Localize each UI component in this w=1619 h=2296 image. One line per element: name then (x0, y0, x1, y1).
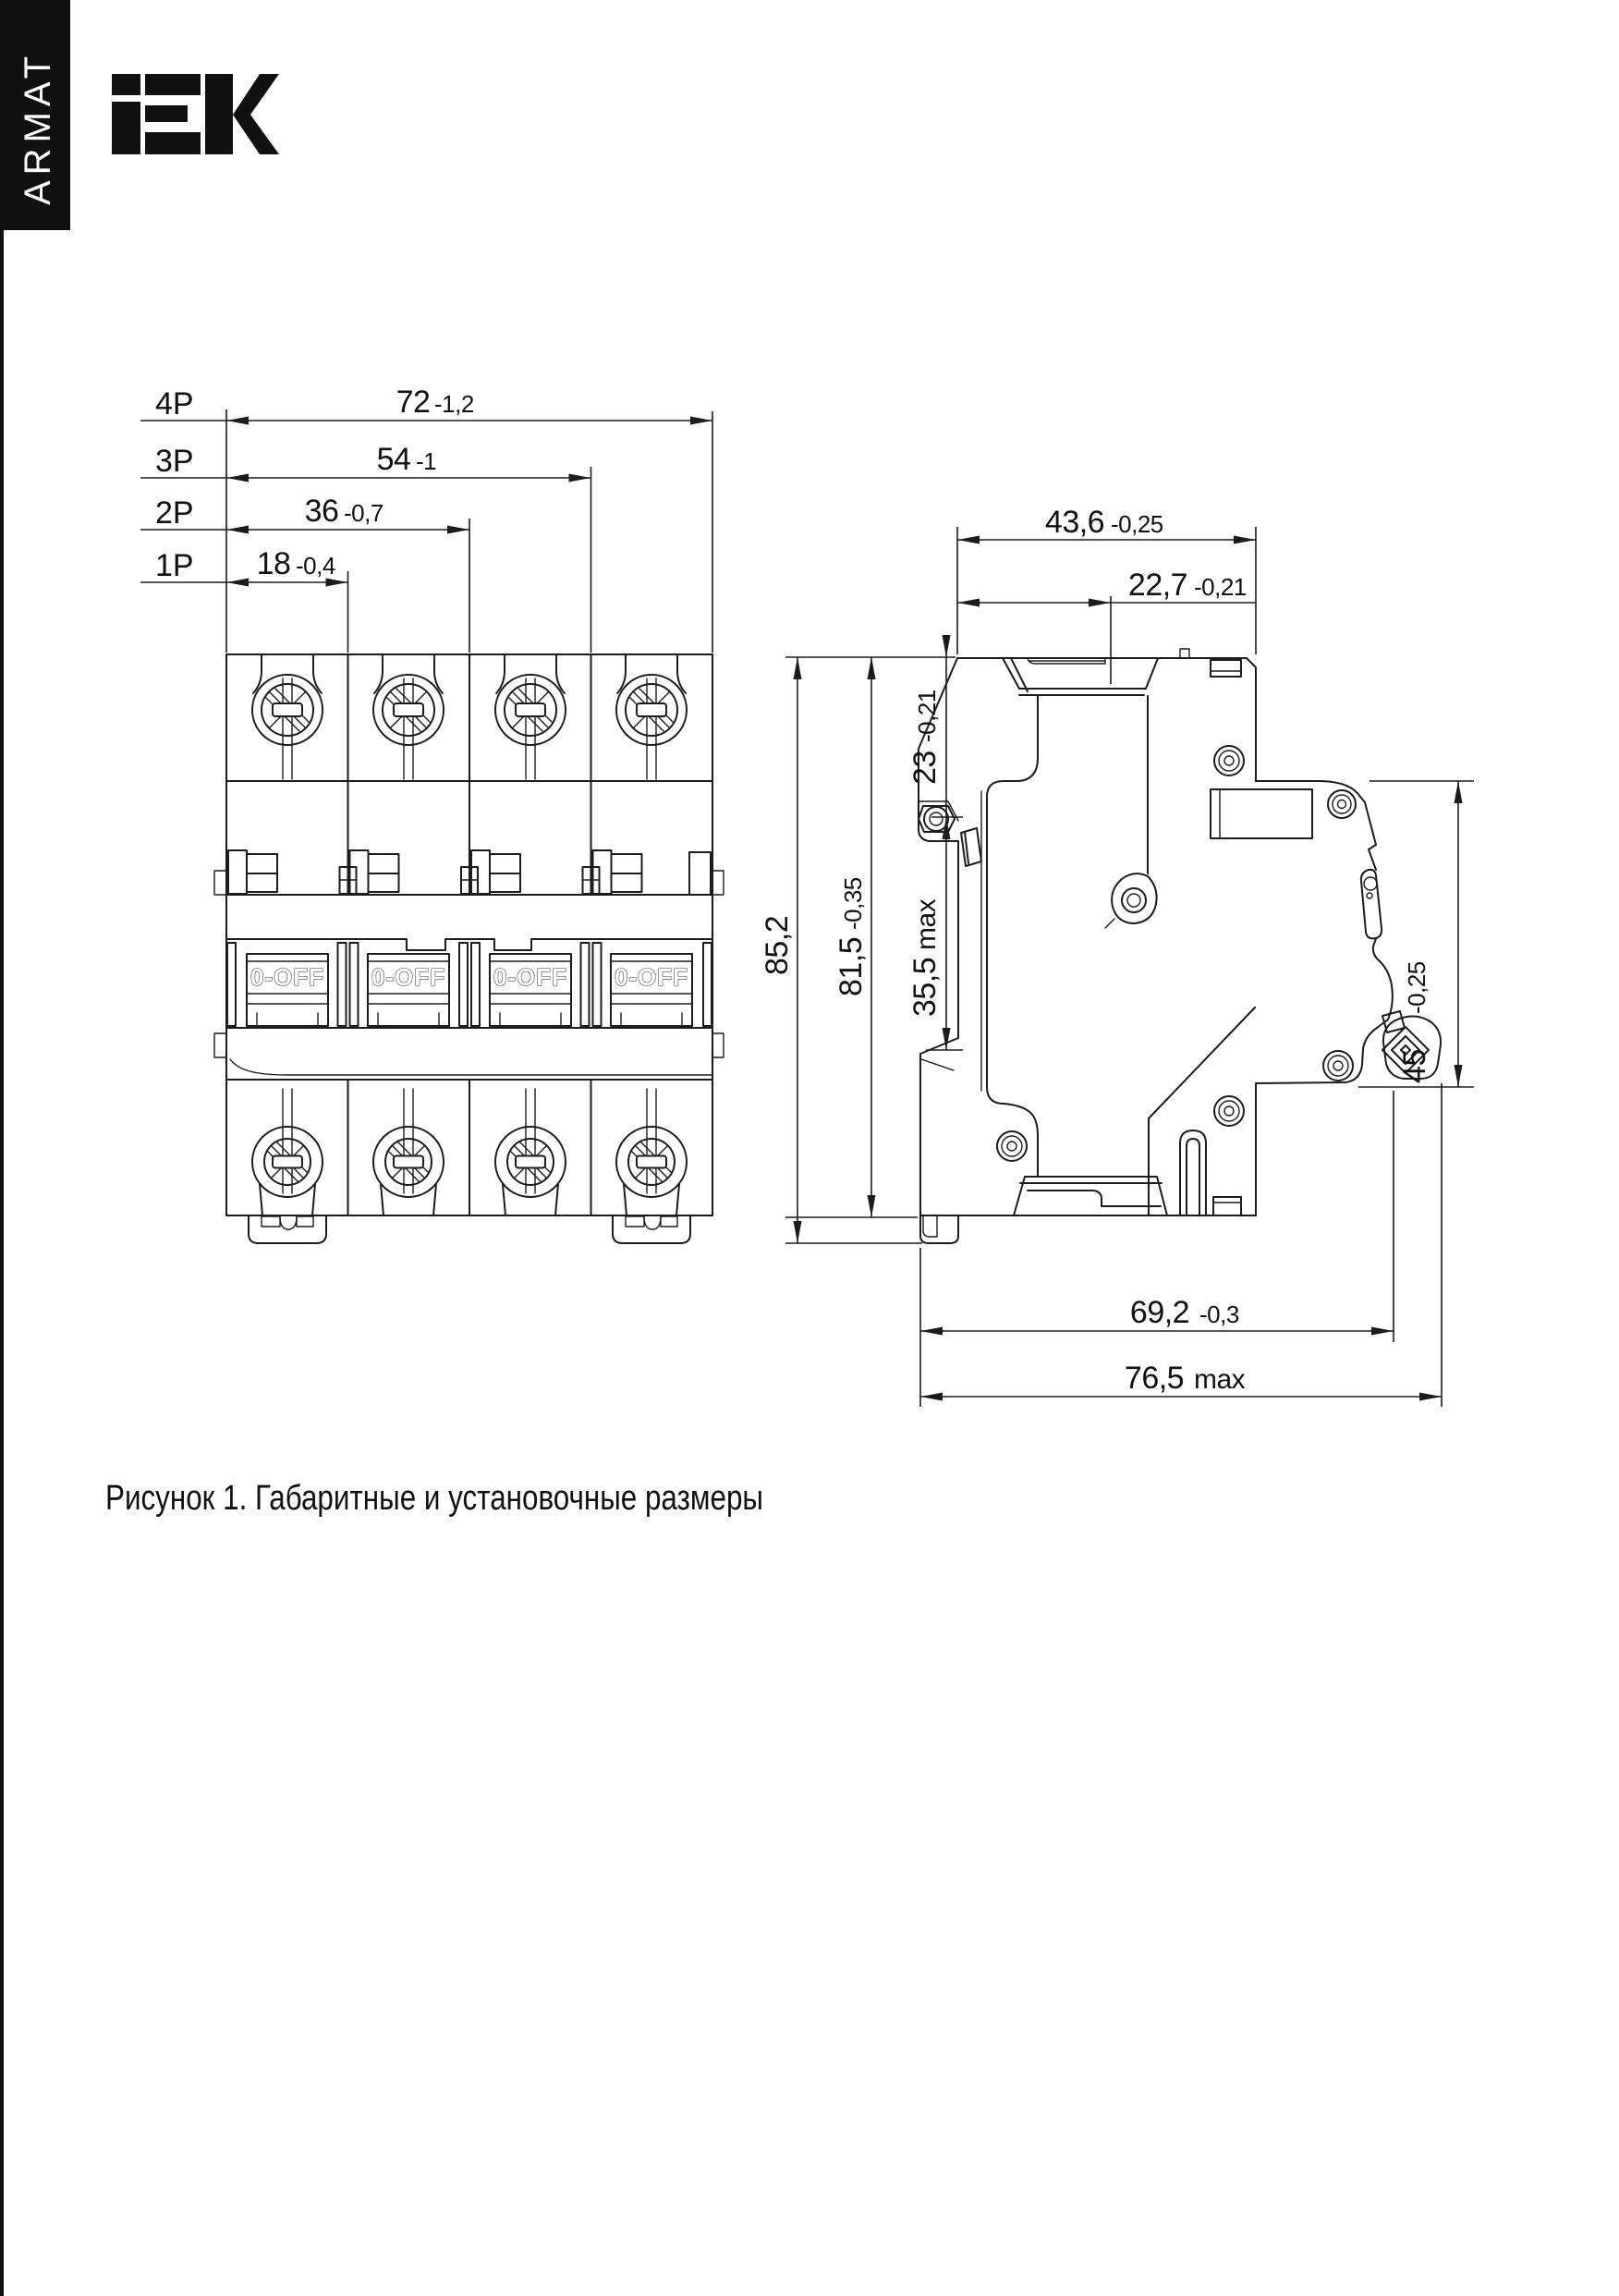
side-view (919, 649, 1441, 1243)
divider-clip (461, 867, 478, 894)
toggle-state-label: 0-OFF (250, 963, 325, 991)
dimension-value: 81,5 (834, 936, 869, 996)
toggle-state-label: 0-OFF (614, 963, 689, 991)
dimension-3p (140, 442, 591, 482)
terminal-screw-bottom (495, 1089, 566, 1215)
side-tab (712, 871, 724, 895)
dimension-value: 23 (907, 751, 943, 785)
dimension-tolerance: -0,21 (913, 690, 941, 742)
face-band-notched-edge (226, 939, 712, 950)
depth-dimensions (920, 1083, 1442, 1407)
terminal-clip (689, 852, 711, 895)
terminal-screw-bottom (373, 1089, 444, 1215)
side-face-panel (987, 696, 1038, 1177)
dimension-2p (140, 494, 469, 534)
dimension-body-height (834, 657, 876, 1217)
iek-logo (112, 74, 279, 154)
dimension-suffix: max (911, 898, 942, 950)
pole-label: 1P (155, 548, 194, 583)
din-upper-hook (1256, 781, 1376, 870)
dimension-1p (140, 546, 348, 587)
toggle-state-label: 0-OFF (493, 963, 568, 991)
dimension-width-step (957, 568, 1256, 607)
din-clip-foot (249, 1216, 326, 1243)
latch-spring-leg (1180, 1130, 1206, 1215)
terminal-clip (228, 850, 277, 894)
terminal-screw-bottom (616, 1089, 687, 1215)
center-boss (1112, 873, 1156, 923)
toggle-divider (459, 943, 480, 1026)
logo-i-dot (112, 74, 140, 95)
dimension-overall-height (760, 657, 802, 1243)
latch-pivot-tab (1361, 870, 1382, 938)
module-dividers (348, 654, 591, 1215)
side-tab (712, 1033, 724, 1057)
din-rail-slot (1211, 789, 1312, 838)
pole-label: 3P (155, 444, 194, 479)
dimension-top-to-screw (907, 635, 951, 1050)
logo-k-lower (233, 115, 279, 154)
bottom-terminal-slope (1014, 1177, 1167, 1215)
toggle-state-label: 0-OFF (371, 963, 446, 991)
terminal-screw-top (252, 654, 323, 779)
dimension-tolerance: -0,3 (1199, 1301, 1239, 1328)
dimension-tolerance: -1 (416, 447, 437, 475)
terminal-wedge (961, 828, 981, 866)
logo-k-upper (233, 74, 279, 115)
dimension-value: 69,2 (1129, 1295, 1190, 1330)
logo-e-bottom (145, 132, 201, 154)
dimension-value: 76,5 (1124, 1361, 1185, 1396)
brand-sidebar (0, 0, 70, 2296)
terminal-screw-bottom (252, 1089, 323, 1215)
dimension-value: 72 (396, 385, 431, 420)
logo-e-top (145, 74, 201, 95)
dimension-value: 36 (304, 494, 339, 529)
figure-caption: Рисунок 1. Габаритные и установочные размеры (105, 1479, 763, 1518)
pole-label: 2P (155, 495, 194, 531)
dimension-depth-max (920, 1361, 1442, 1401)
height-dimensions (760, 635, 1474, 1243)
page-edge-rule (0, 0, 4, 2296)
toggle-divider (338, 943, 359, 1026)
side-tab (214, 1033, 226, 1057)
dimension-depth (920, 1295, 1394, 1336)
logo-k-bar (205, 74, 233, 154)
dimension-tolerance: -0,25 (1111, 510, 1163, 538)
toggle-divider (581, 943, 602, 1026)
side-width-dimensions (957, 505, 1256, 684)
dimension-value: 45 (1397, 1049, 1432, 1083)
side-tab (214, 871, 226, 895)
dimension-value: 35,5 (907, 957, 943, 1017)
front-pole-dimensions (140, 385, 712, 653)
dimension-din-zone (1358, 781, 1474, 1087)
logo-i-bar (112, 102, 140, 154)
din-block-bottom (1256, 1028, 1377, 1215)
logo-e-mid (145, 105, 188, 122)
dimension-tolerance: -0,25 (1403, 961, 1430, 1014)
side-din-foot (920, 1214, 958, 1243)
dimension-width-top (957, 505, 1256, 544)
divider-clip (583, 867, 600, 894)
divider-clip (340, 867, 357, 894)
pole-label: 4P (155, 386, 194, 421)
terminal-screw-top (616, 654, 687, 779)
dimension-tolerance: -0,21 (1194, 573, 1247, 601)
dimension-tolerance: -0,4 (296, 552, 335, 580)
dimension-tolerance: -0,7 (344, 499, 383, 527)
dimension-value: 85,2 (760, 915, 795, 975)
dimension-value: 18 (256, 546, 291, 581)
series-label: ARMAT (18, 50, 58, 205)
dimension-tolerance: -1,2 (434, 390, 474, 418)
dimension-suffix: max (1194, 1364, 1246, 1395)
din-clip-foot (613, 1216, 690, 1243)
dimension-value: 54 (376, 442, 411, 477)
dimension-value: 43,6 (1044, 505, 1105, 540)
front-view (214, 654, 724, 1243)
dimension-value: 22,7 (1127, 568, 1188, 603)
terminal-screw-top (495, 654, 566, 779)
dimension-tolerance: -0,35 (839, 877, 867, 930)
terminal-screw-top (373, 654, 444, 779)
